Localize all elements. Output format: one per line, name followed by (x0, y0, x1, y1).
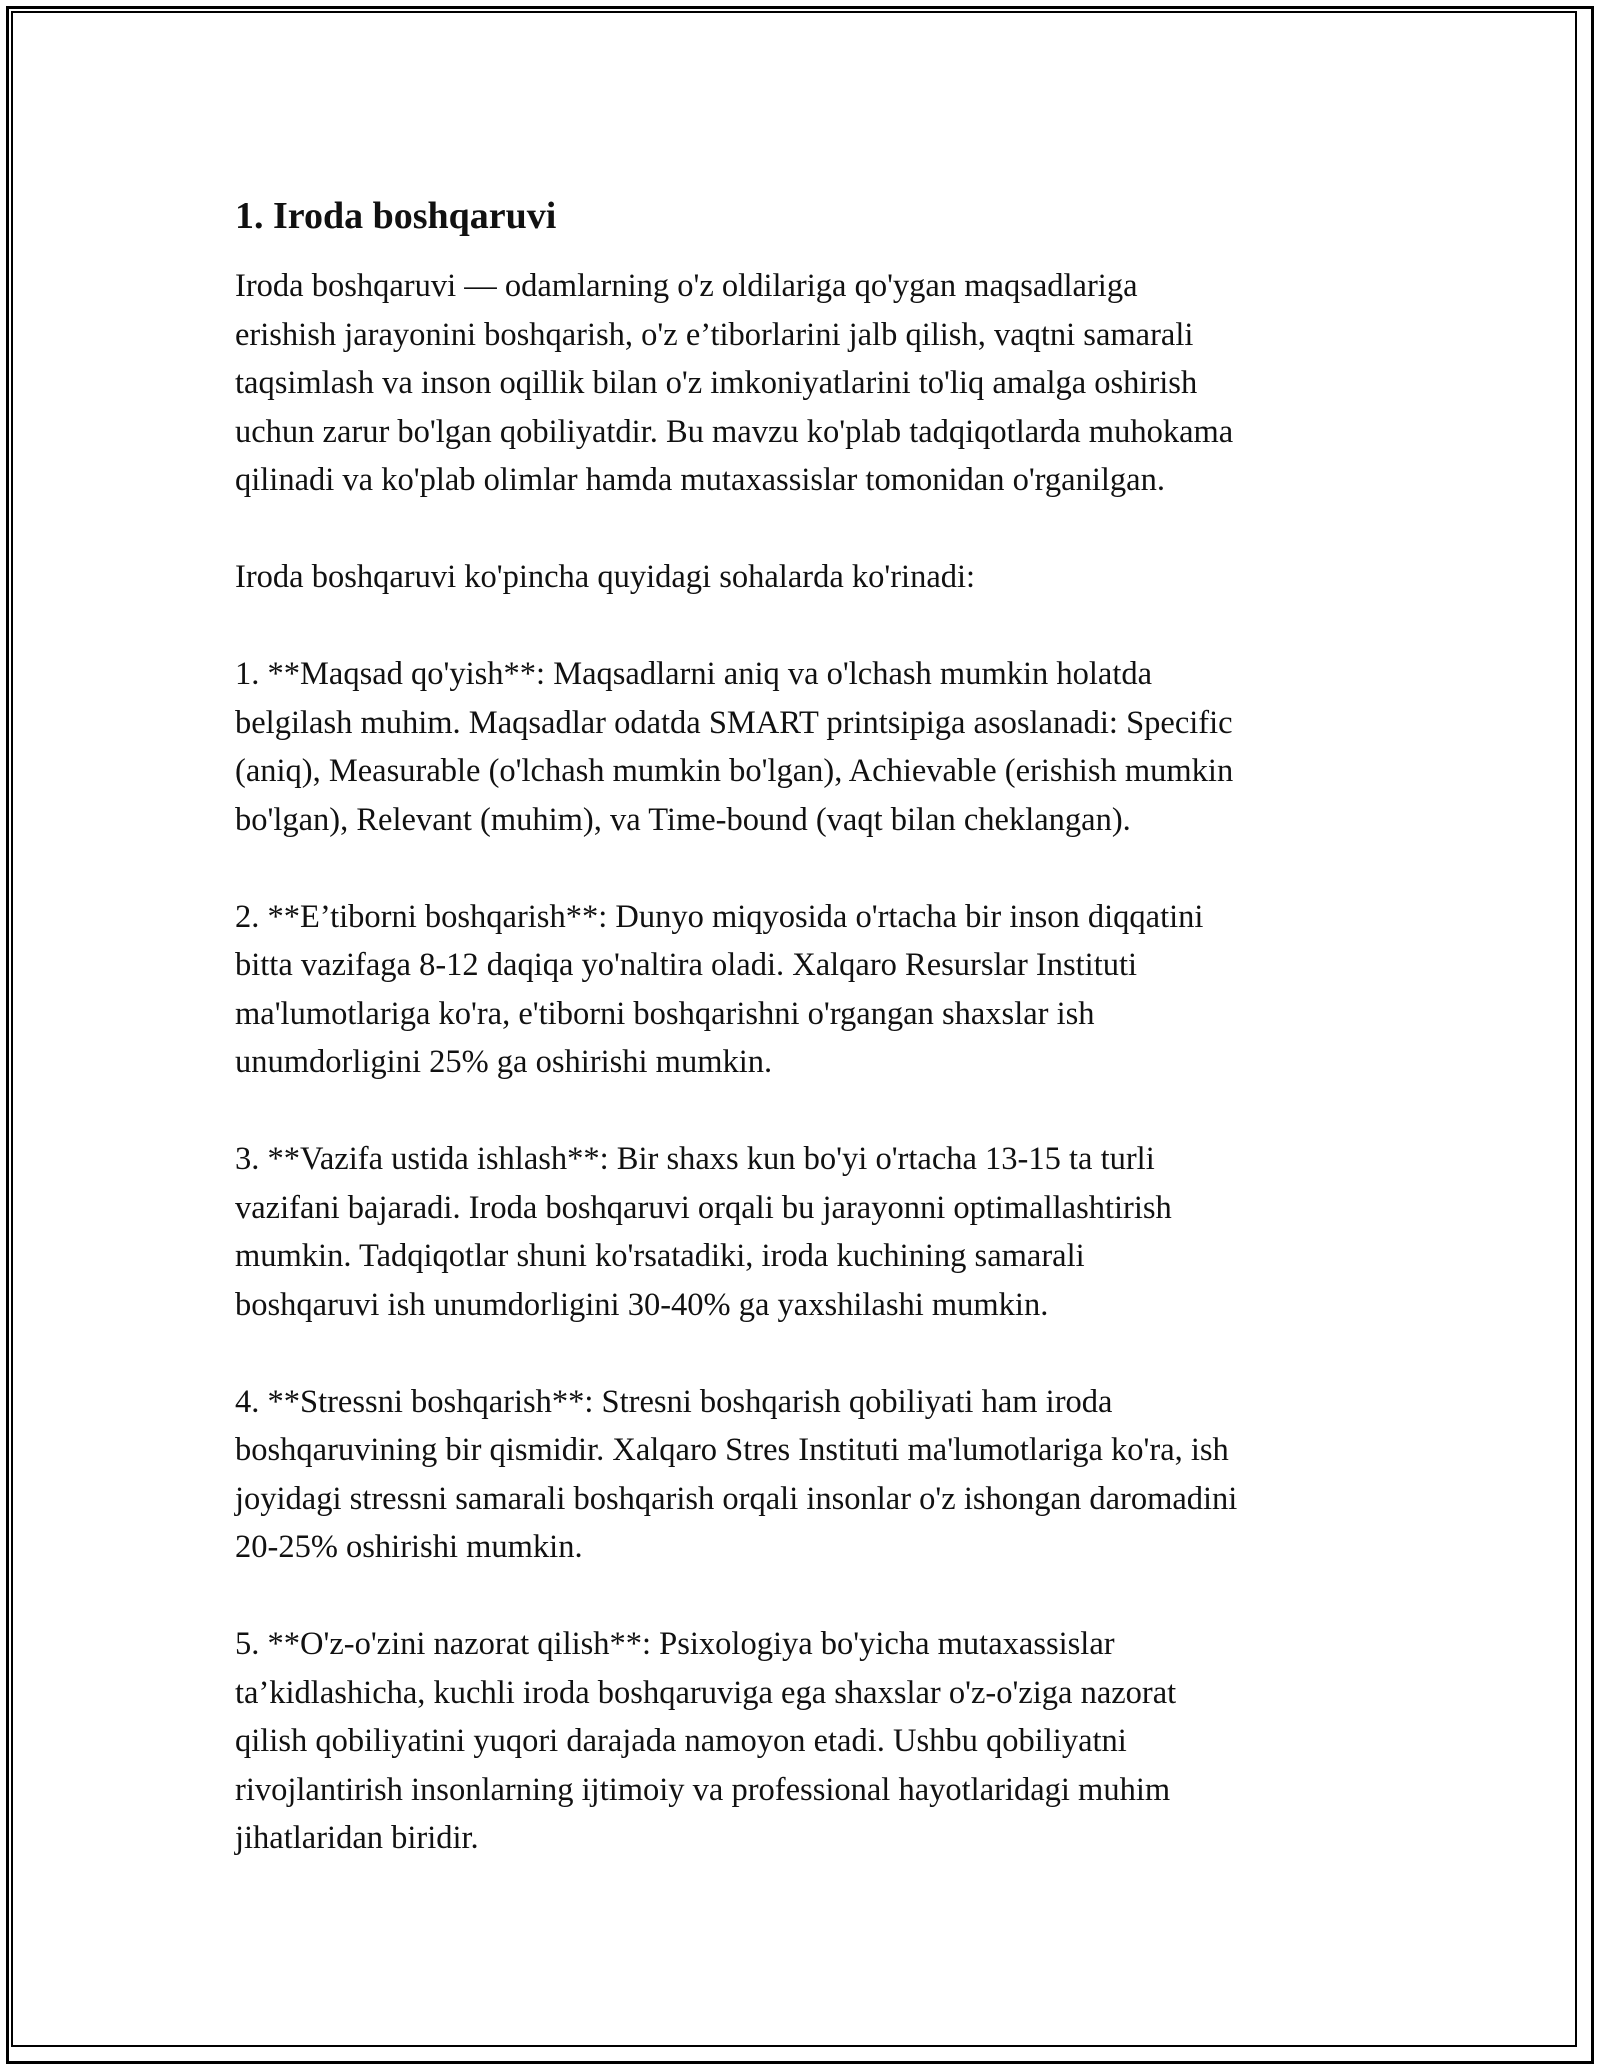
list-item-stress-management: 4. **Stressni boshqarish**: Stresni boshqarish qobiliyati ham iroda boshqaruvining bir qismidir. Xalqaro Stres Instituti ma'lumotlariga ko'ra, ish joyidagi stressni samarali boshqarish orqali insonlar o'z ishongan daromadini 20-25% oshirishi mumkin. (235, 1383, 1238, 1565)
list-item-attention-management: 2. **E’tiborni boshqarish**: Dunyo miqyosida o'rtacha bir inson diqqatini bitta vazifaga 8-12 daqiqa yo'naltira oladi. Xalqaro Resurslar Instituti ma'lumotlariga ko'ra, e'tiborni boshqarishni o'rgangan shaxslar ish unumdorligini 25% ga oshirishi mumkin. (235, 898, 1204, 1080)
list-lead-paragraph: Iroda boshqaruvi ko'pincha quyidagi sohalarda ko'rinadi: (235, 559, 976, 595)
list-item-task-work: 3. **Vazifa ustida ishlash**: Bir shaxs kun bo'yi o'rtacha 13-15 ta turli vazifani bajaradi. Iroda boshqaruvi orqali bu jarayonni optimallashtirish mumkin. Tadqiqotlar shuni ko'rsatadiki, iroda kuchining samarali boshqaruvi ish unumdorligini 30-40% ga yaxshilashi mumkin. (235, 1141, 1172, 1323)
document-body (235, 180, 1375, 1863)
intro-paragraph: Iroda boshqaruvi — odamlarning o'z oldilariga qo'ygan maqsadlariga erishish jarayonini boshqarish, o'z e’tiborlarini jalb qilish, vaqtni samarali taqsimlash va inson oqillik bilan o'z imkoniyatlarini to'liq amalga oshirish uchun zarur bo'lgan qobiliyatdir. Bu mavzu ko'plab tadqiqotlarda muhokama qilinadi va ko'plab olimlar hamda mutaxassislar tomonidan o'rganilgan. (235, 268, 1234, 498)
section-heading: 1. Iroda boshqaruvi (235, 195, 557, 237)
list-item-self-control: 5. **O'z-o'zini nazorat qilish**: Psixologiya bo'yicha mutaxassislar ta’kidlashicha, kuchli iroda boshqaruviga ega shaxslar o'z-o'ziga nazorat qilish qobiliyatini yuqori darajada namoyon etadi. Ushbu qobiliyatni rivojlantirish insonlarning ijtimoiy va professional hayotlaridagi muhim jihatlaridan biridir. (235, 1626, 1177, 1856)
list-item-goal-setting: 1. **Maqsad qo'yish**: Maqsadlarni aniq va o'lchash mumkin holatda belgilash muhim. Maqsadlar odatda SMART printsipiga asoslanadi: Specific (aniq), Measurable (o'lchash mumkin bo'lgan), Achievable (erishish mumkin bo'lgan), Relevant (muhim), va Time-bound (vaqt bilan cheklangan). (235, 656, 1234, 838)
